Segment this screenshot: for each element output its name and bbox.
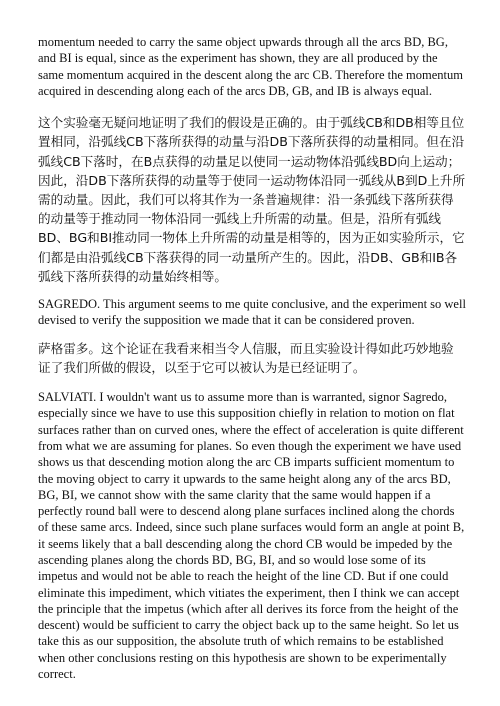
paragraph-english-sagredo: SAGREDO. This argument seems to me quite conclusive, and the experiment so well devised to verify the supposition we made that it can be considered proven. [38,297,466,328]
paragraph-english-salviati: SALVIATI. I wouldn't want us to assume more than is warranted, signor Sagredo, especially since we have to use this supposition chiefly in relation to motion on flat surfaces rather than on curved ones, where the effect of acceleration is quite different from what we are assuming for planes. So even though the experiment we have used shows us that descending motion along the arc CB imparts sufficient momentum to the moving object to carry it upwards to the same height along any of the arcs BD, BG, BI, we cannot show with the same clarity that the same would happen if a perfectly round ball were to descend along plane surfaces inclined along the chords of these same arcs. Indeed, since such plane surfaces would form an angle at point B, it seems likely that a ball descending along the chord CB would be impeded by the ascending planes along the chords BD, BG, BI, and so would lose some of its impetus and would not be able to reach the height of the line CD. But if one could eliminate this impediment, which vitiates the experiment, then I think we can accept the principle that the impetus (which after all derives its force from the height of the descent) would be sufficient to carry the object back up to the same height. So let us take this as our supposition, the absolute truth of which remains to be established when other conclusions resting on this hypothesis are shown to be experimentally correct. [38,390,465,682]
paragraph-chinese-sagredo: 萨格雷多。这个论证在我看来相当令人信服，而且实验设计得如此巧妙地验证了我们所做的假设，以至于它可以被认为是已经证明了。 [38,340,454,375]
paragraph-chinese-momentum: 这个实验毫无疑问地证明了我们的假设是正确的。由于弧线CB和DB相等且位置相同，沿弧线CB下落所获得的动量与沿DB下落所获得的动量相同。但在沿弧线CB下落时，在B点获得的动量足以使同一运动物体沿弧线BD向上运动；因此，沿DB下落所获得的动量等于使同一运动物体沿同一弧线从B到D上升所需的动量。因此，我们可以将其作为一条普遍规律：沿一条弧线下落所获得的动量等于推动同一物体沿同一弧线上升所需的动量。但是，沿所有弧线BD、BG和BI推动同一物体上升所需的动量是相等的，因为正如实验所示，它们都是由沿弧线CB下落获得的同一动量所产生的。因此，沿DB、GB和IB各弧线下落所获得的动量始终相等。 [38,115,466,284]
paragraph-english-momentum: momentum needed to carry the same object upwards through all the arcs BD, BG, and BI is equal, since as the experiment has shown, they are all produced by the same momentum acquired in the descent along the arc CB. Therefore the momentum acquired in descending along each of the arcs DB, GB, and IB is always equal. [38,35,463,98]
document-page [38,34,466,682]
